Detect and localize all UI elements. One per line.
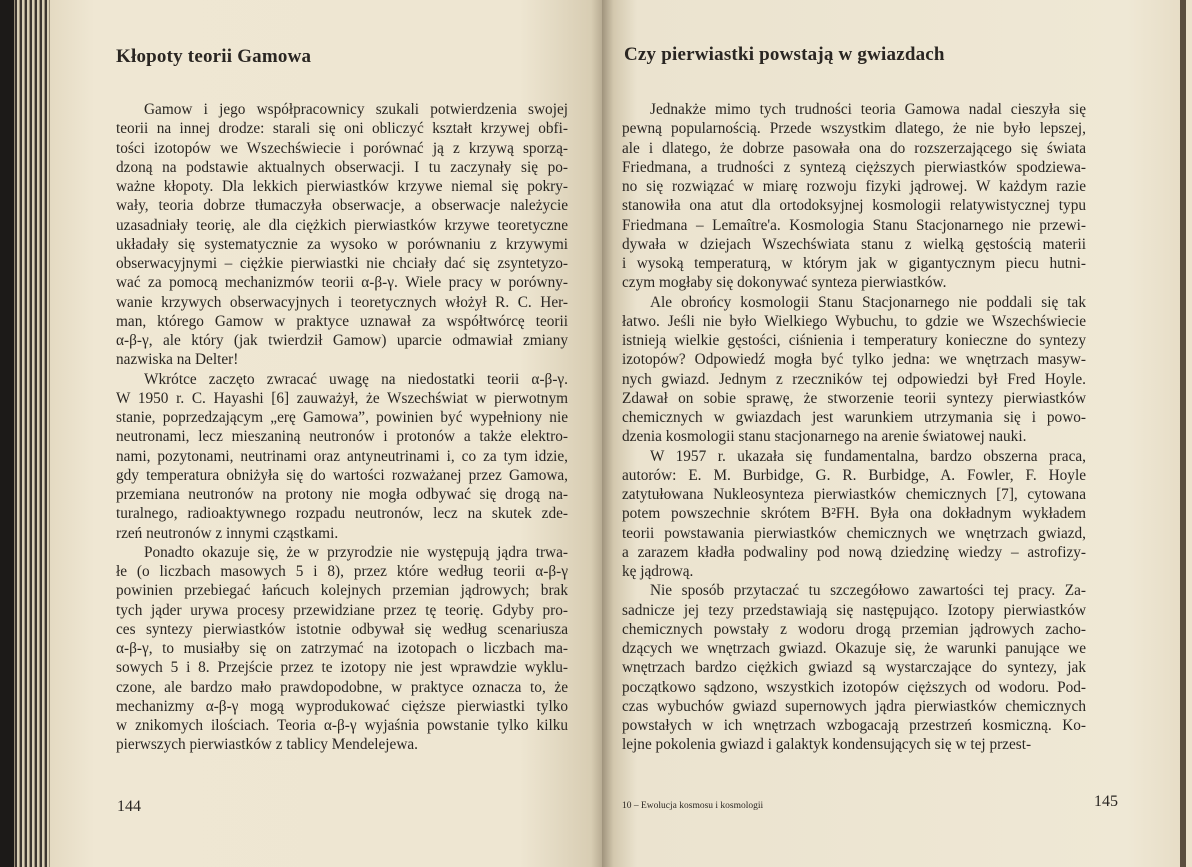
section-heading: Kłopoty teorii Gamowa (116, 46, 312, 67)
text-line: rzeń neutronów z innymi cząstkami. (116, 524, 339, 542)
text-line: lejne pokolenia gwiazd i galaktyk kondensujących się w tej przest- (622, 736, 1032, 754)
text-line: w znikomych ilościach. Teoria α-β-γ wyjaśnia powstanie tylko kilku (116, 717, 568, 734)
text-line: dywała w dziejach Wszechświata stanu z wielką gęstością materii (622, 235, 1086, 253)
text-line: obserwacyjnymi – ciężkie pierwiastki nie chciały dać się zsyntetyzo- (116, 255, 568, 272)
text-line: sowych 5 i 8. Przejście przez te izotopy nie jest wprawdzie wyklu- (116, 659, 568, 677)
text-line: łe (o liczbach masowych 5 i 8), przez które według teorii α-β-γ (116, 563, 568, 580)
text-line: czone, ale bardzo mało prawdopodobne, w praktyce oznacza to, że (116, 678, 568, 696)
text-line: powinien przebiegać łańcuch kolejnych przemian jądrowych; brak (116, 582, 568, 600)
text-line: zatytułowana Nukleosynteza pierwiastków chemicznych [7], cytowana (622, 486, 1086, 503)
page-number: 145 (1094, 793, 1118, 810)
text-line: man, którego Gamow w praktyce uznawał za współtwórcę teorii (116, 312, 568, 330)
text-line: łatwo. Jeśli nie było Wielkiego Wybuchu, to gdzie we Wszechświecie (622, 312, 1086, 330)
section-heading: Czy pierwiastki powstają w gwiazdach (624, 44, 945, 65)
text-line: Friedmana – Lemaître'a. Kosmologia Stanu Stacjonarnego nie przewi- (622, 216, 1086, 234)
text-line: Zdawał on sobie sprawę, że stworzenie teorii syntezy pierwiastków (622, 389, 1086, 407)
text-line: Jednakże mimo tych trudności teoria Gamowa nadal cieszyła się (650, 101, 1086, 118)
text-line: mechanizmy α-β-γ mogą wyprodukować cięższe pierwiastki tylko (116, 697, 568, 715)
text-line: pierwszych pierwiastków z tablicy Mendelejewa. (116, 736, 419, 754)
text-line: czym mogłaby się dokonywać synteza pierwiastków. (622, 274, 947, 292)
left-page (50, 0, 602, 867)
text-line: Ale obrońcy kosmologii Stanu Stacjonarnego nie poddali się tak (650, 293, 1086, 311)
text-line: początkowo sądzono, wszystkich izotopów cięższych od wodoru. Pod- (622, 678, 1086, 696)
text-line: uzasadniały teorię, ale dla ciężkich pierwiastków krzywe teoretyczne (116, 216, 568, 234)
text-line: wać za pomocą mechanizmów teorii α-β-γ. Wiele pracy w porówny- (116, 274, 568, 292)
text-line: α-β-γ, to musiałby się on zatrzymać na izotopach o liczbach ma- (116, 640, 568, 657)
text-line: Ponadto okazuje się, że w przyrodzie nie występują jądra trwa- (144, 543, 568, 561)
text-line: dzenia kosmologii stanu stacjonarnego na arenie światowej nauki. (622, 428, 1027, 446)
text-line: autorów: E. M. Burbidge, G. R. Burbidge, A. Fowler, F. Hoyle (622, 466, 1086, 484)
text-line: powstałych w ich wnętrzach wzbogacają przestrzeń kosmiczną. Ko- (622, 717, 1086, 734)
page-number: 144 (117, 798, 141, 815)
text-line: no się rozwiązać w miarę rozwoju fizyki jądrowej. W każdym razie (622, 178, 1086, 195)
text-line: wnętrzach bardzo ciężkich gwiazd są wystarczające do syntezy, jak (622, 659, 1086, 677)
text-line: nych gwiazd. Jednym z rzeczników tej odpowiedzi był Fred Hoyle. (622, 370, 1086, 388)
text-line: przemiana neutronów na protony nie mogła odbywać się drogą na- (116, 486, 568, 503)
text-line: ces syntezy pierwiastków istotnie odbywał się według scenariusza (116, 620, 568, 638)
text-line: Wkrótce zaczęto zwracać uwagę na niedostatki teorii α-β-γ. (144, 370, 568, 388)
text-line: tości izotopów we Wszechświecie i porównać ją z krzywą sporzą- (116, 139, 568, 157)
text-line: Nie sposób przytaczać tu szczegółowo zawartości tej pracy. Za- (650, 582, 1086, 600)
text-line: nami, pozytonami, neutrinami oraz antyneutrinami i, co za tym idzie, (116, 447, 568, 465)
text-line: Gamow i jego współpracownicy szukali potwierdzenia swojej (144, 101, 568, 118)
text-line: W 1957 r. ukazała się fundamentalna, bardzo obszerna praca, (650, 447, 1086, 465)
text-line: teorii powstawania pierwiastków chemicznych we wnętrzach gwiazd, (622, 524, 1086, 542)
text-line: dzoną na podstawie aktualnych obserwacji. I tu zaczynały się po- (116, 158, 568, 176)
text-line: istnieją wielkie gęstości, ciśnienia i temperatury konieczne do syntezy (622, 332, 1086, 349)
text-line: gdy temperatura obniżyła się do wartości rozważanej przez Gamowa, (116, 466, 568, 484)
book-edge (1180, 0, 1186, 867)
text-line: czas wybuchów gwiazd supernowych jądra pierwiastków chemicznych (622, 697, 1086, 715)
body-text (622, 100, 1086, 755)
text-line: ważne kłopoty. Dla lekkich pierwiastków krzywe niemal się pokry- (116, 178, 568, 195)
text-line: Friedmana, a trudności z syntezą cięższych pierwiastków spodziewa- (622, 158, 1086, 176)
text-line: W 1950 r. C. Hayashi [6] zauważył, że Wszechświat w pierwotnym (116, 389, 568, 407)
text-line: neutronami, lecz mieszaniną neutronów i protonów a także elektro- (116, 428, 568, 446)
body-text (116, 100, 568, 755)
page-footer: 10 – Ewolucja kosmosu i kosmologii (622, 801, 764, 811)
text-line: dzących we wnętrzach gwiazd. Okazuje się, że warunki panujące we (622, 640, 1086, 657)
text-line: sadnicze jej tezy przedstawiają się następująco. Izotopy pierwiastków (622, 601, 1086, 619)
text-line: wały, teoria dobrze tłumaczyła obserwacje, a obserwacje należycie (116, 197, 568, 215)
right-page (602, 0, 1186, 867)
text-line: turalnego, radioaktywnego rozpadu neutronów, lecz na skutek zde- (116, 505, 568, 523)
text-line: chemicznych w gwiazdach jest warunkiem utrzymania się i powo- (622, 409, 1086, 426)
text-line: pewną popularnością. Przede wszystkim dlatego, że nie było lepszej, (622, 120, 1086, 138)
text-line: stanie, poprzedzającym „erę Gamowa”, powinien być wypełniony nie (116, 409, 568, 426)
text-line: nazwiska na Delter! (116, 351, 239, 369)
text-line: ale i dlatego, że dobrze pasowała ona do rozszerzającego się świata (622, 139, 1086, 157)
text-line: α-β-γ, ale który (jak twierdził Gamow) uparcie odmawiał zmiany (116, 332, 568, 349)
text-line: wanie krzywych obserwacyjnych i teoretycznych włożył R. C. Her- (116, 293, 568, 311)
text-line: tych jąder urywa procesy przewidziane przez tę teorię. Gdyby pro- (116, 601, 568, 619)
text-line: a zarazem kładła podwaliny pod nową dziedzinę wiedzy – astrofizy- (622, 543, 1086, 561)
text-line: chemicznych powstały z wodoru drogą przemian jądrowych zacho- (622, 620, 1086, 638)
text-line: potem powszechnie skrótem B²FH. Była ona dokładnym wykładem (622, 505, 1086, 523)
text-line: izotopów? Odpowiedź mogła być tylko jedna: we wnętrzach masyw- (622, 351, 1086, 369)
text-line: kę jądrową. (622, 563, 694, 580)
text-line: układały się systematycznie za wysoko w porównaniu z krzywymi (116, 235, 568, 253)
text-line: stanowiła ona atut dla ortodoksyjnej kosmologii relatywistycznej typu (622, 197, 1086, 215)
page-stack-edge (0, 0, 50, 867)
text-line: i wysoką temperaturą, w którym jak w gigantycznym piecu hutni- (622, 255, 1086, 272)
text-line: teorii na innej drodze: starali się oni obliczyć kształt krzywej obfi- (116, 120, 568, 138)
